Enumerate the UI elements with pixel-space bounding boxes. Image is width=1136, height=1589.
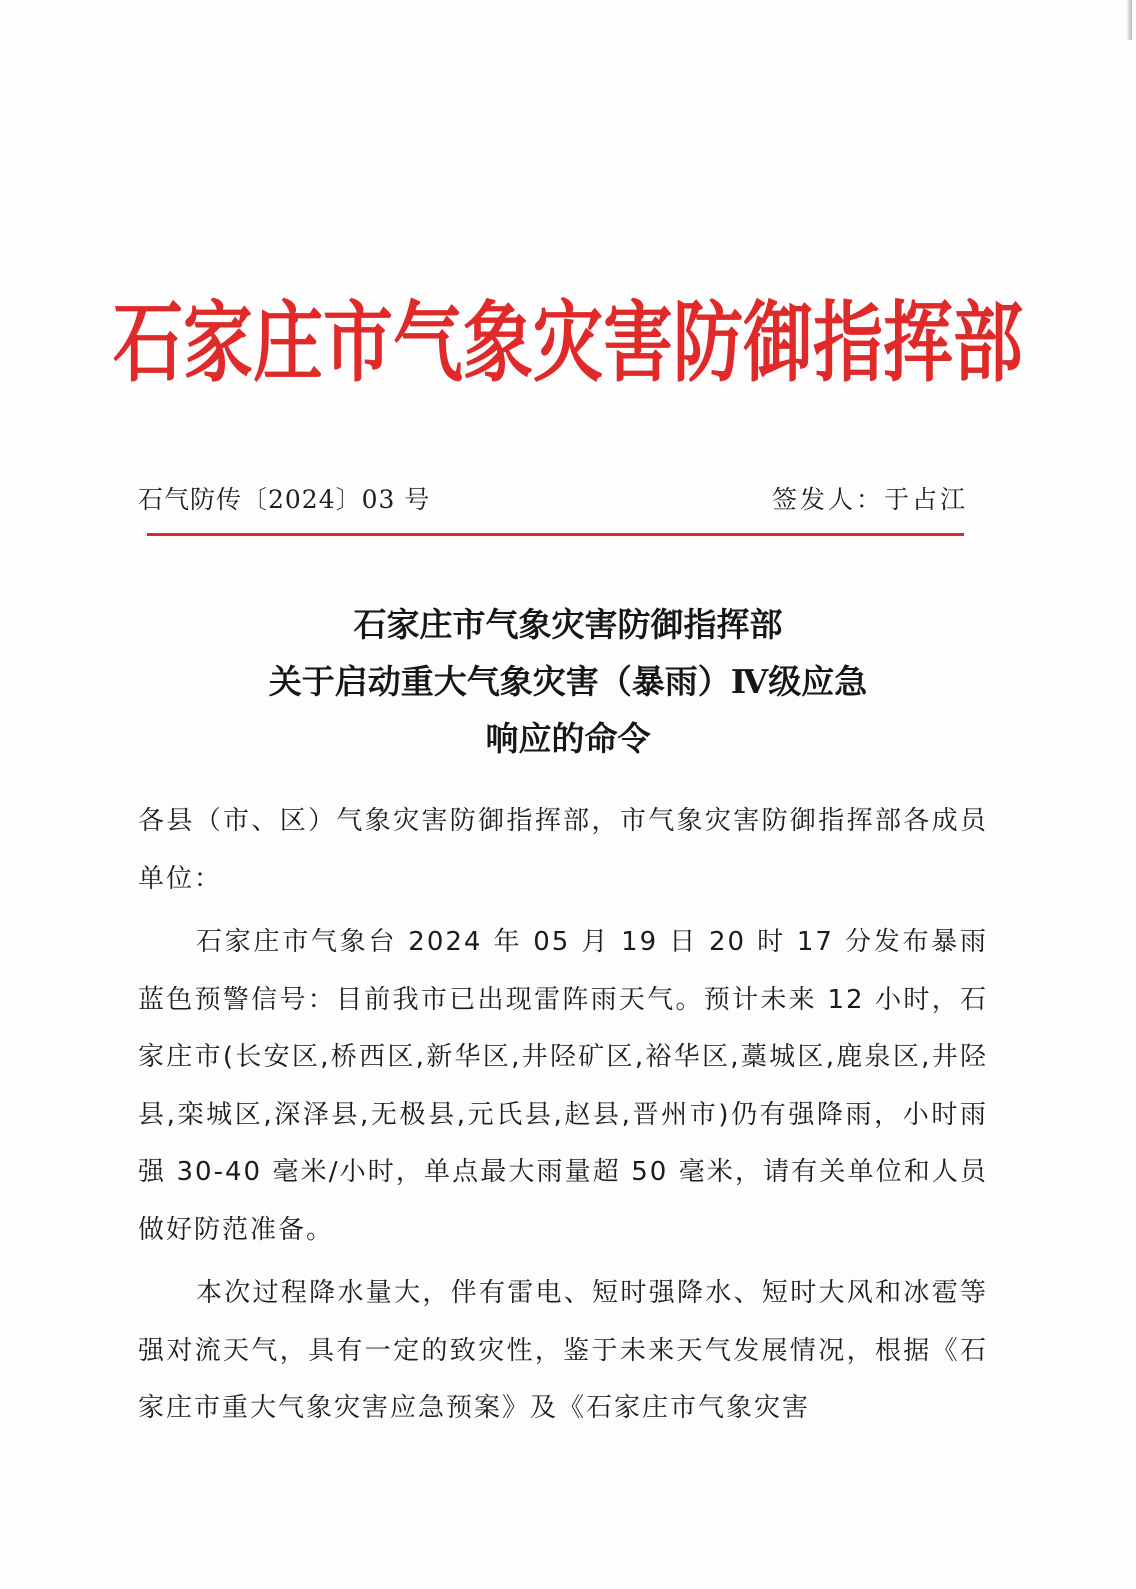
masthead-title: 石家庄市气象灾害防御指挥部 <box>113 291 1023 395</box>
page-edge-shadow <box>1126 0 1132 40</box>
title-line-1: 石家庄市气象灾害防御指挥部 <box>353 605 783 644</box>
title-line-3: 响应的命令 <box>485 719 651 758</box>
document-title <box>0 596 1136 767</box>
paragraph-2: 本次过程降水量大，伴有雷电、短时强降水、短时大风和冰雹等强对流天气，具有一定的致灾性，鉴于未来天气发展情况，根据《石家庄市重大气象灾害应急预案》及《石家庄市气象灾害 <box>138 1278 988 1423</box>
red-divider-line <box>147 533 964 536</box>
salutation: 各县（市、区）气象灾害防御指挥部，市气象灾害防御指挥部各成员单位： <box>138 806 988 894</box>
document-body <box>138 793 988 1438</box>
title-line-2: 关于启动重大气象灾害（暴雨）Ⅳ级应急 <box>268 662 868 701</box>
document-number: 石气防传〔2024〕03 号 <box>138 485 431 514</box>
signer: 签发人：于占江 <box>771 485 968 514</box>
paragraph-1: 石家庄市气象台 2024 年 05 月 19 日 20 时 17 分发布暴雨蓝色预警信号：目前我市已出现雷阵雨天气。预计未来 12 小时，石家庄市(长安区,桥西区,新华区,井陉矿区,裕华区,藁城区,鹿泉区,井陉县,栾城区,深泽县,无极县,元氏县,赵县,晋州市)仍有强降雨，小时雨强 30-40 毫米/小时，单点最大雨量超 50 毫米，请有关单位和人员做好防范准备。 <box>138 927 988 1245</box>
